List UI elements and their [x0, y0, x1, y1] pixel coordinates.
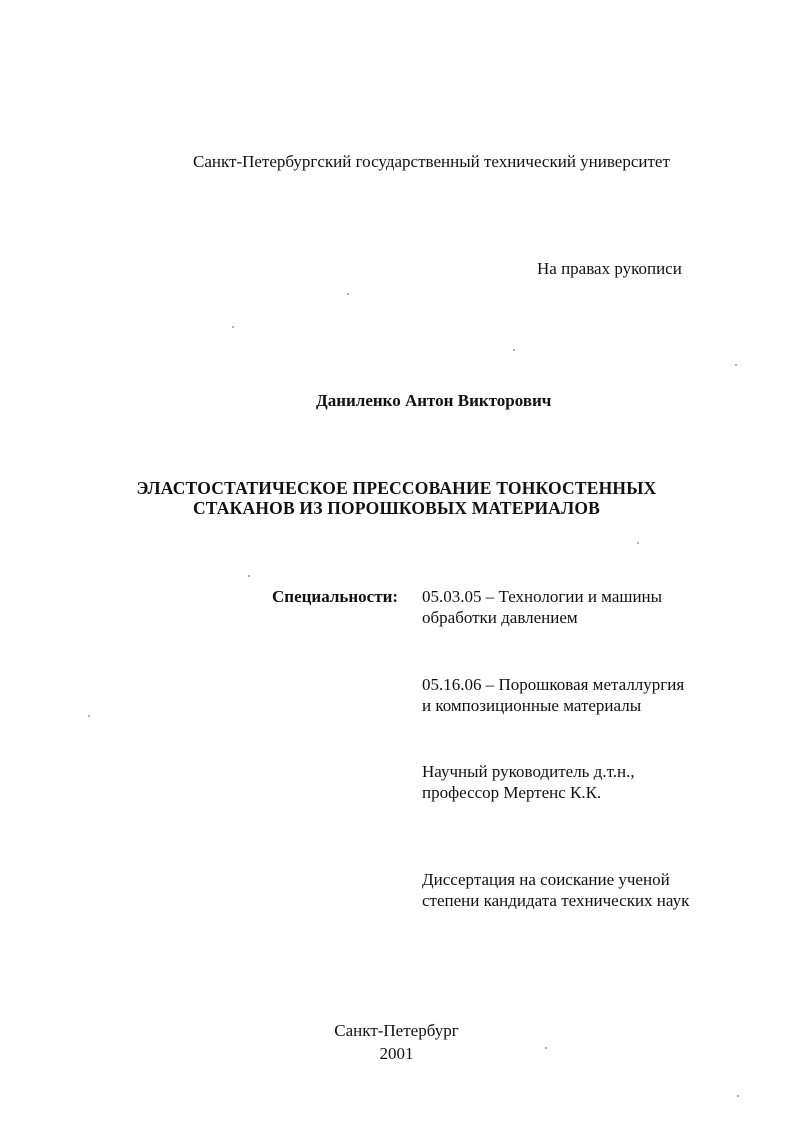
manuscript-note: На правах рукописи — [537, 259, 682, 278]
scan-speck — [545, 1047, 547, 1049]
author-name: Даниленко Антон Викторович — [316, 391, 552, 410]
city: Санкт-Петербург — [334, 1021, 459, 1040]
year: 2001 — [379, 1044, 414, 1063]
specialties-label: Специальности: — [272, 587, 399, 606]
scan-speck — [232, 326, 234, 328]
university-name: Санкт-Петербургский государственный технический университет — [193, 152, 670, 171]
scan-speck — [637, 542, 639, 544]
supervisor-line-1: Научный руководитель д.т.н., — [422, 762, 635, 781]
scan-speck — [737, 1095, 739, 1097]
title-line-2: СТАКАНОВ ИЗ ПОРОШКОВЫХ МАТЕРИАЛОВ — [192, 498, 601, 518]
specialty-1-line-2: обработки давлением — [422, 608, 578, 627]
specialty-2-line-1: 05.16.06 – Порошковая металлургия — [422, 675, 685, 694]
scan-speck — [513, 349, 515, 351]
scan-speck — [248, 575, 250, 577]
title-line-1: ЭЛАСТОСТАТИЧЕСКОЕ ПРЕССОВАНИЕ ТОНКОСТЕННЫХ — [136, 478, 657, 498]
supervisor-line-2: профессор Мертенс К.К. — [422, 783, 602, 802]
specialty-1-line-1: 05.03.05 – Технологии и машины — [422, 587, 663, 606]
scan-speck — [88, 715, 90, 717]
specialty-2-line-2: и композиционные материалы — [422, 696, 642, 715]
scan-speck — [735, 364, 737, 366]
dissertation-line-2: степени кандидата технических наук — [422, 891, 690, 910]
dissertation-line-1: Диссертация на соискание ученой — [422, 870, 670, 889]
scan-speck — [347, 293, 349, 295]
